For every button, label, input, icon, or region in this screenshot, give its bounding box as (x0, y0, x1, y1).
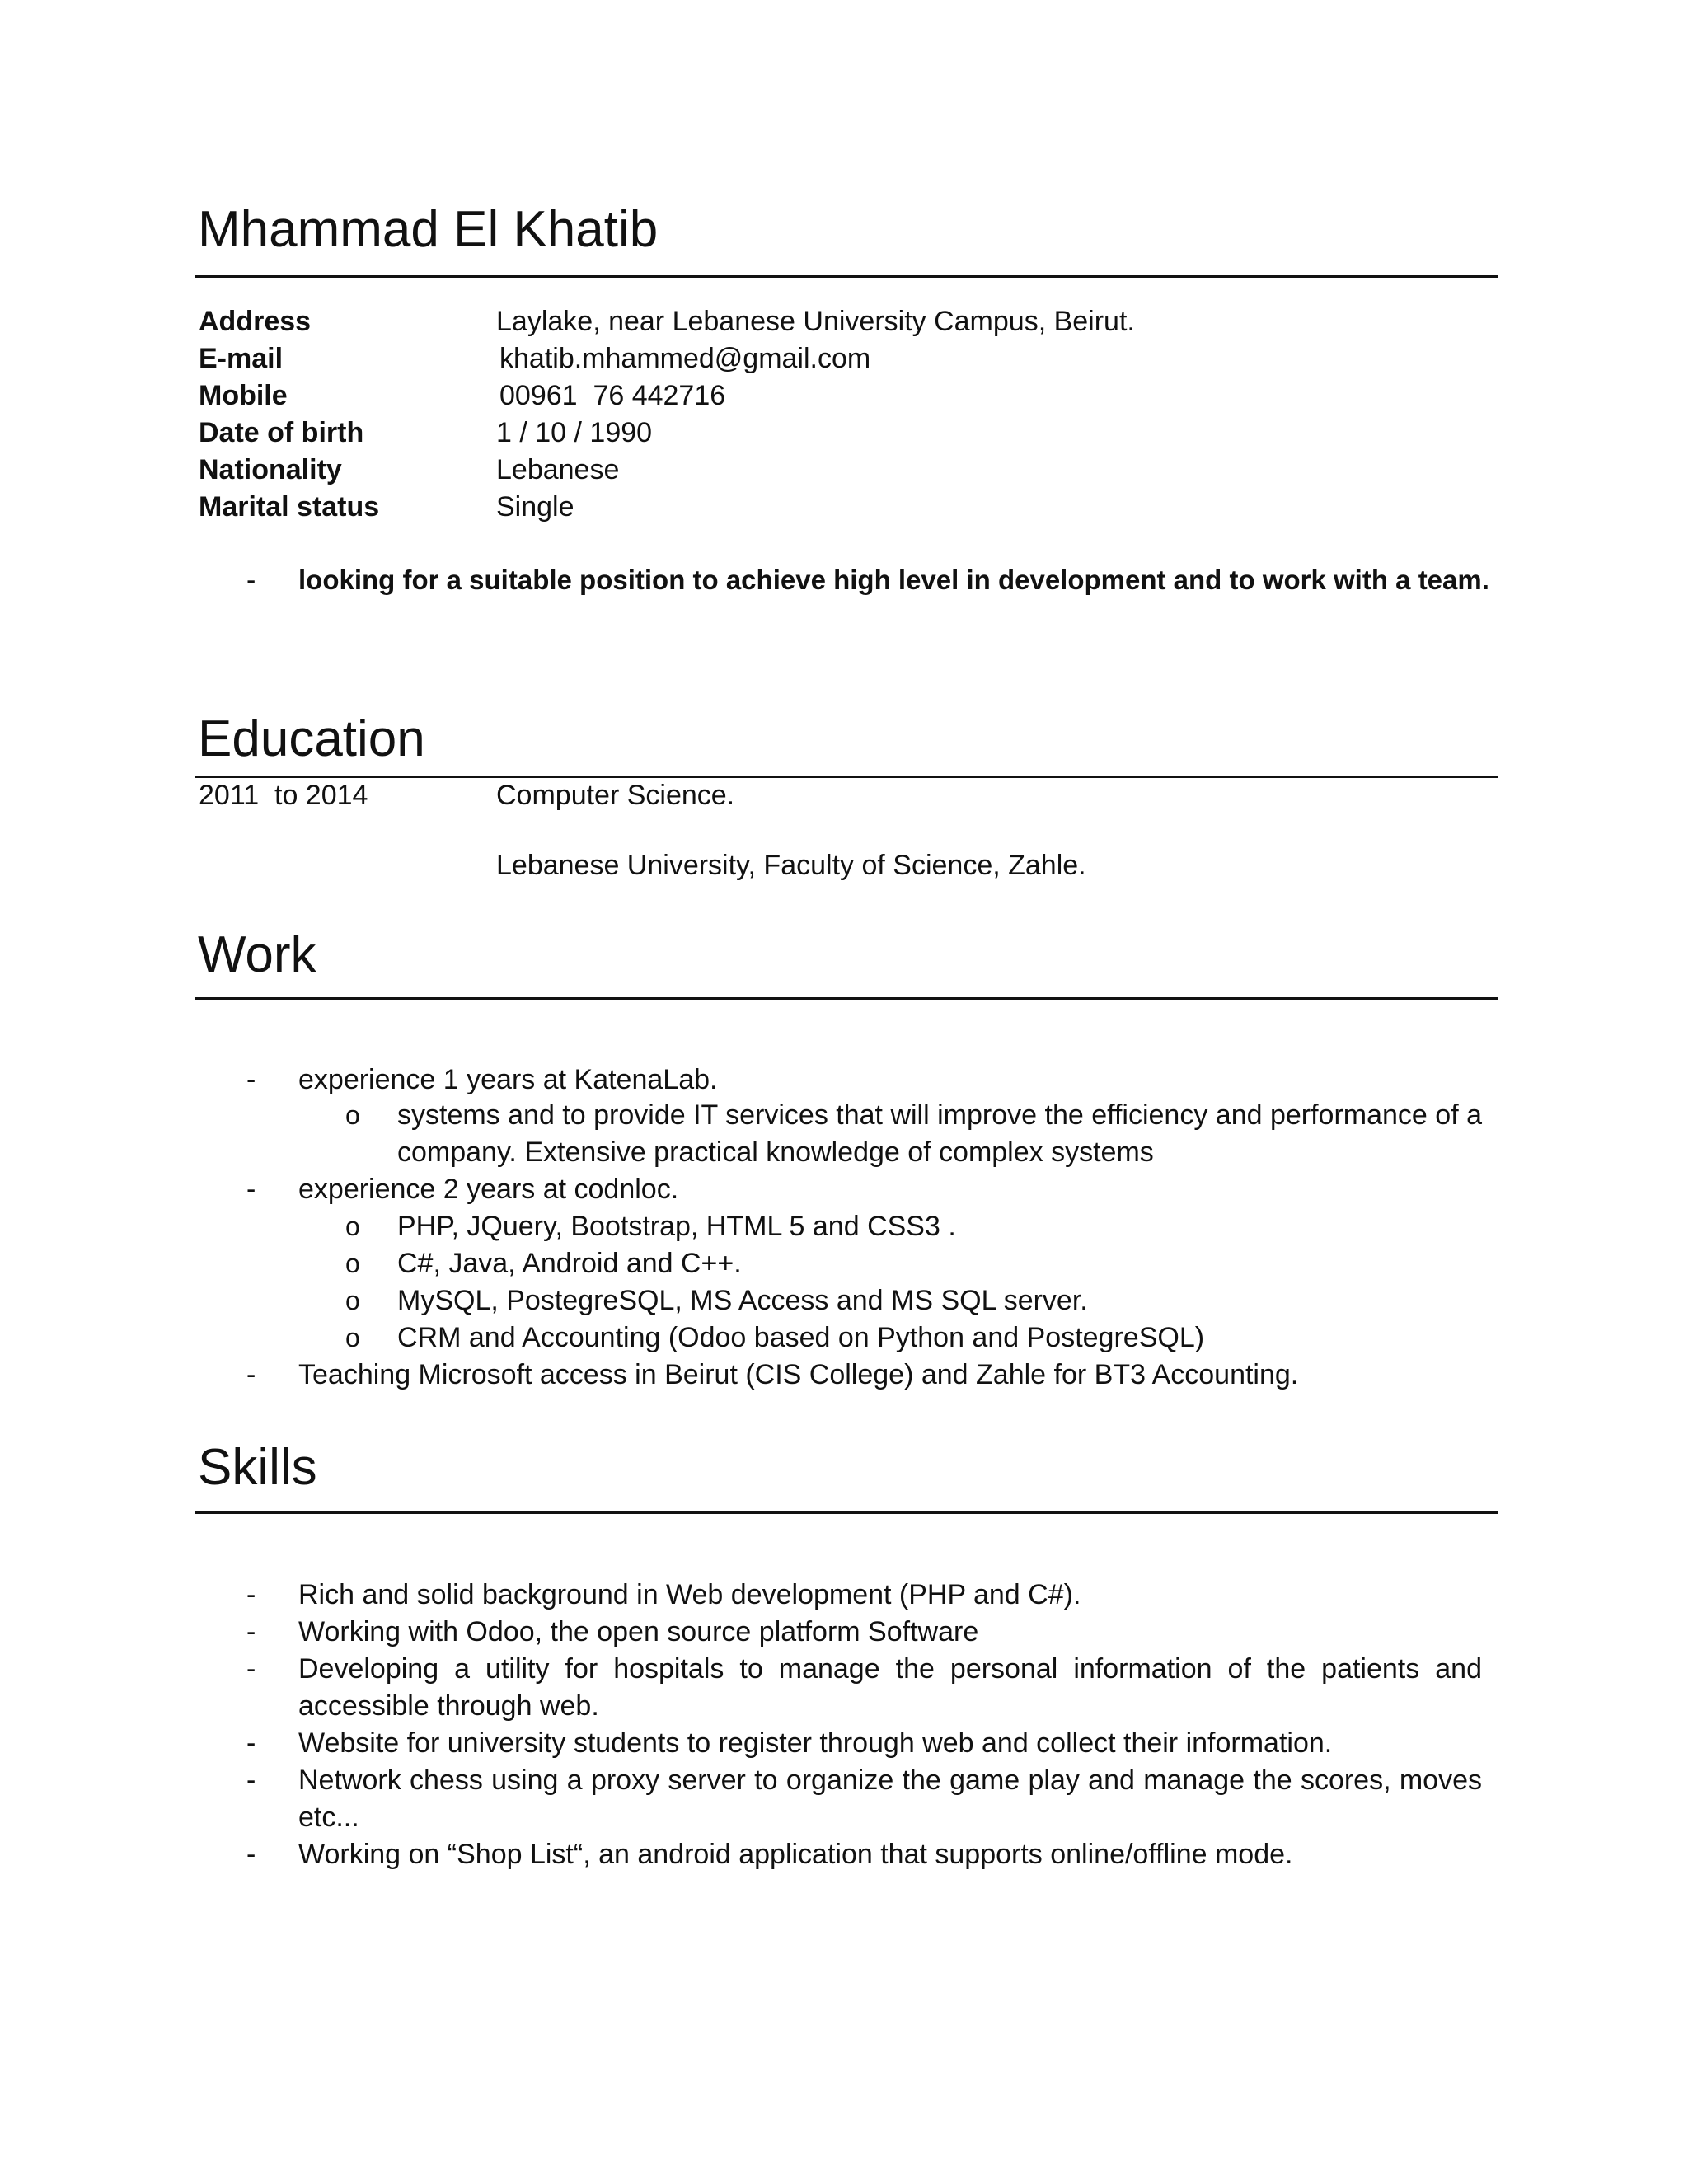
address-value: Laylake, near Lebanese University Campus, Beirut. (496, 306, 1135, 337)
work-sub-bullet: o (345, 1286, 360, 1315)
dob-label: Date of birth (199, 417, 364, 448)
skill-item-chess-line2: etc... (298, 1802, 359, 1833)
education-institution: Lebanese University, Faculty of Science, Zahle. (496, 850, 1086, 881)
skills-dash: - (246, 1616, 256, 1647)
work-katenalab-detail-line2: company. Extensive practical knowledge of complex systems (397, 1137, 1154, 1168)
skills-dash: - (246, 1727, 256, 1759)
email-value: khatib.mhammed@gmail.com (499, 343, 871, 374)
work-sub-bullet: o (345, 1323, 360, 1352)
marital-status-label: Marital status (199, 491, 380, 523)
work-item-teaching: Teaching Microsoft access in Beirut (CIS College) and Zahle for BT3 Accounting. (298, 1359, 1299, 1390)
work-sub-bullet: o (345, 1100, 360, 1130)
skill-item-hospital-line2: accessible through web. (298, 1690, 599, 1722)
skills-rule (195, 1511, 1498, 1514)
work-sub-bullet: o (345, 1249, 360, 1278)
skill-item-hospital-line1: Developing a utility for hospitals to manage the personal information of the patients and (298, 1653, 1482, 1685)
nationality-label: Nationality (199, 454, 342, 485)
skill-item-web: Rich and solid background in Web development (PHP and C#). (298, 1579, 1081, 1610)
education-rule (195, 776, 1498, 778)
skills-dash: - (246, 1839, 256, 1870)
skill-item-odoo: Working with Odoo, the open source platform Software (298, 1616, 979, 1647)
address-label: Address (199, 306, 312, 337)
candidate-name: Mhammad El Khatib (198, 201, 659, 258)
objective-text: looking for a suitable position to achieve high level in development and to work with a team. (298, 565, 1489, 595)
mobile-label: Mobile (199, 380, 288, 411)
skills-dash: - (246, 1765, 256, 1796)
education-title: Education (198, 710, 425, 767)
work-codnloc-detail: PHP, JQuery, Bootstrap, HTML 5 and CSS3 . (397, 1211, 956, 1242)
skill-item-university: Website for university students to register through web and collect their information. (298, 1727, 1333, 1759)
mobile-value: 00961 76 442716 (499, 380, 726, 411)
skill-item-chess-line1: Network chess using a proxy server to organize the game play and manage the scores, moves (298, 1765, 1482, 1796)
work-codnloc-detail: CRM and Accounting (Odoo based on Python and PostegreSQL) (397, 1322, 1205, 1353)
skills-dash: - (246, 1579, 256, 1610)
work-item-codnloc: experience 2 years at codnloc. (298, 1174, 679, 1205)
work-dash: - (246, 1174, 256, 1205)
dob-value: 1 / 10 / 1990 (496, 417, 653, 448)
skills-dash: - (246, 1653, 256, 1685)
email-label: E-mail (199, 343, 284, 374)
nationality-value: Lebanese (496, 454, 620, 485)
work-codnloc-detail: MySQL, PostegreSQL, MS Access and MS SQL server. (397, 1285, 1088, 1316)
work-katenalab-detail-line1: systems and to provide IT services that will improve the efficiency and performance of a (397, 1099, 1482, 1131)
skills-title: Skills (198, 1439, 317, 1496)
education-degree: Computer Science. (496, 780, 735, 811)
objective-dash: - (246, 565, 256, 596)
header-rule (195, 275, 1498, 278)
skill-item-shoplist: Working on “Shop List“, an android application that supports online/offline mode. (298, 1839, 1293, 1870)
work-codnloc-detail: C#, Java, Android and C++. (397, 1248, 742, 1279)
work-title: Work (198, 926, 316, 983)
education-period: 2011 to 2014 (199, 780, 368, 811)
work-item-katenalab: experience 1 years at KatenaLab. (298, 1064, 718, 1095)
marital-status-value: Single (496, 491, 574, 523)
work-sub-bullet: o (345, 1212, 360, 1241)
work-dash: - (246, 1359, 256, 1390)
work-rule (195, 997, 1498, 1000)
work-dash: - (246, 1064, 256, 1095)
